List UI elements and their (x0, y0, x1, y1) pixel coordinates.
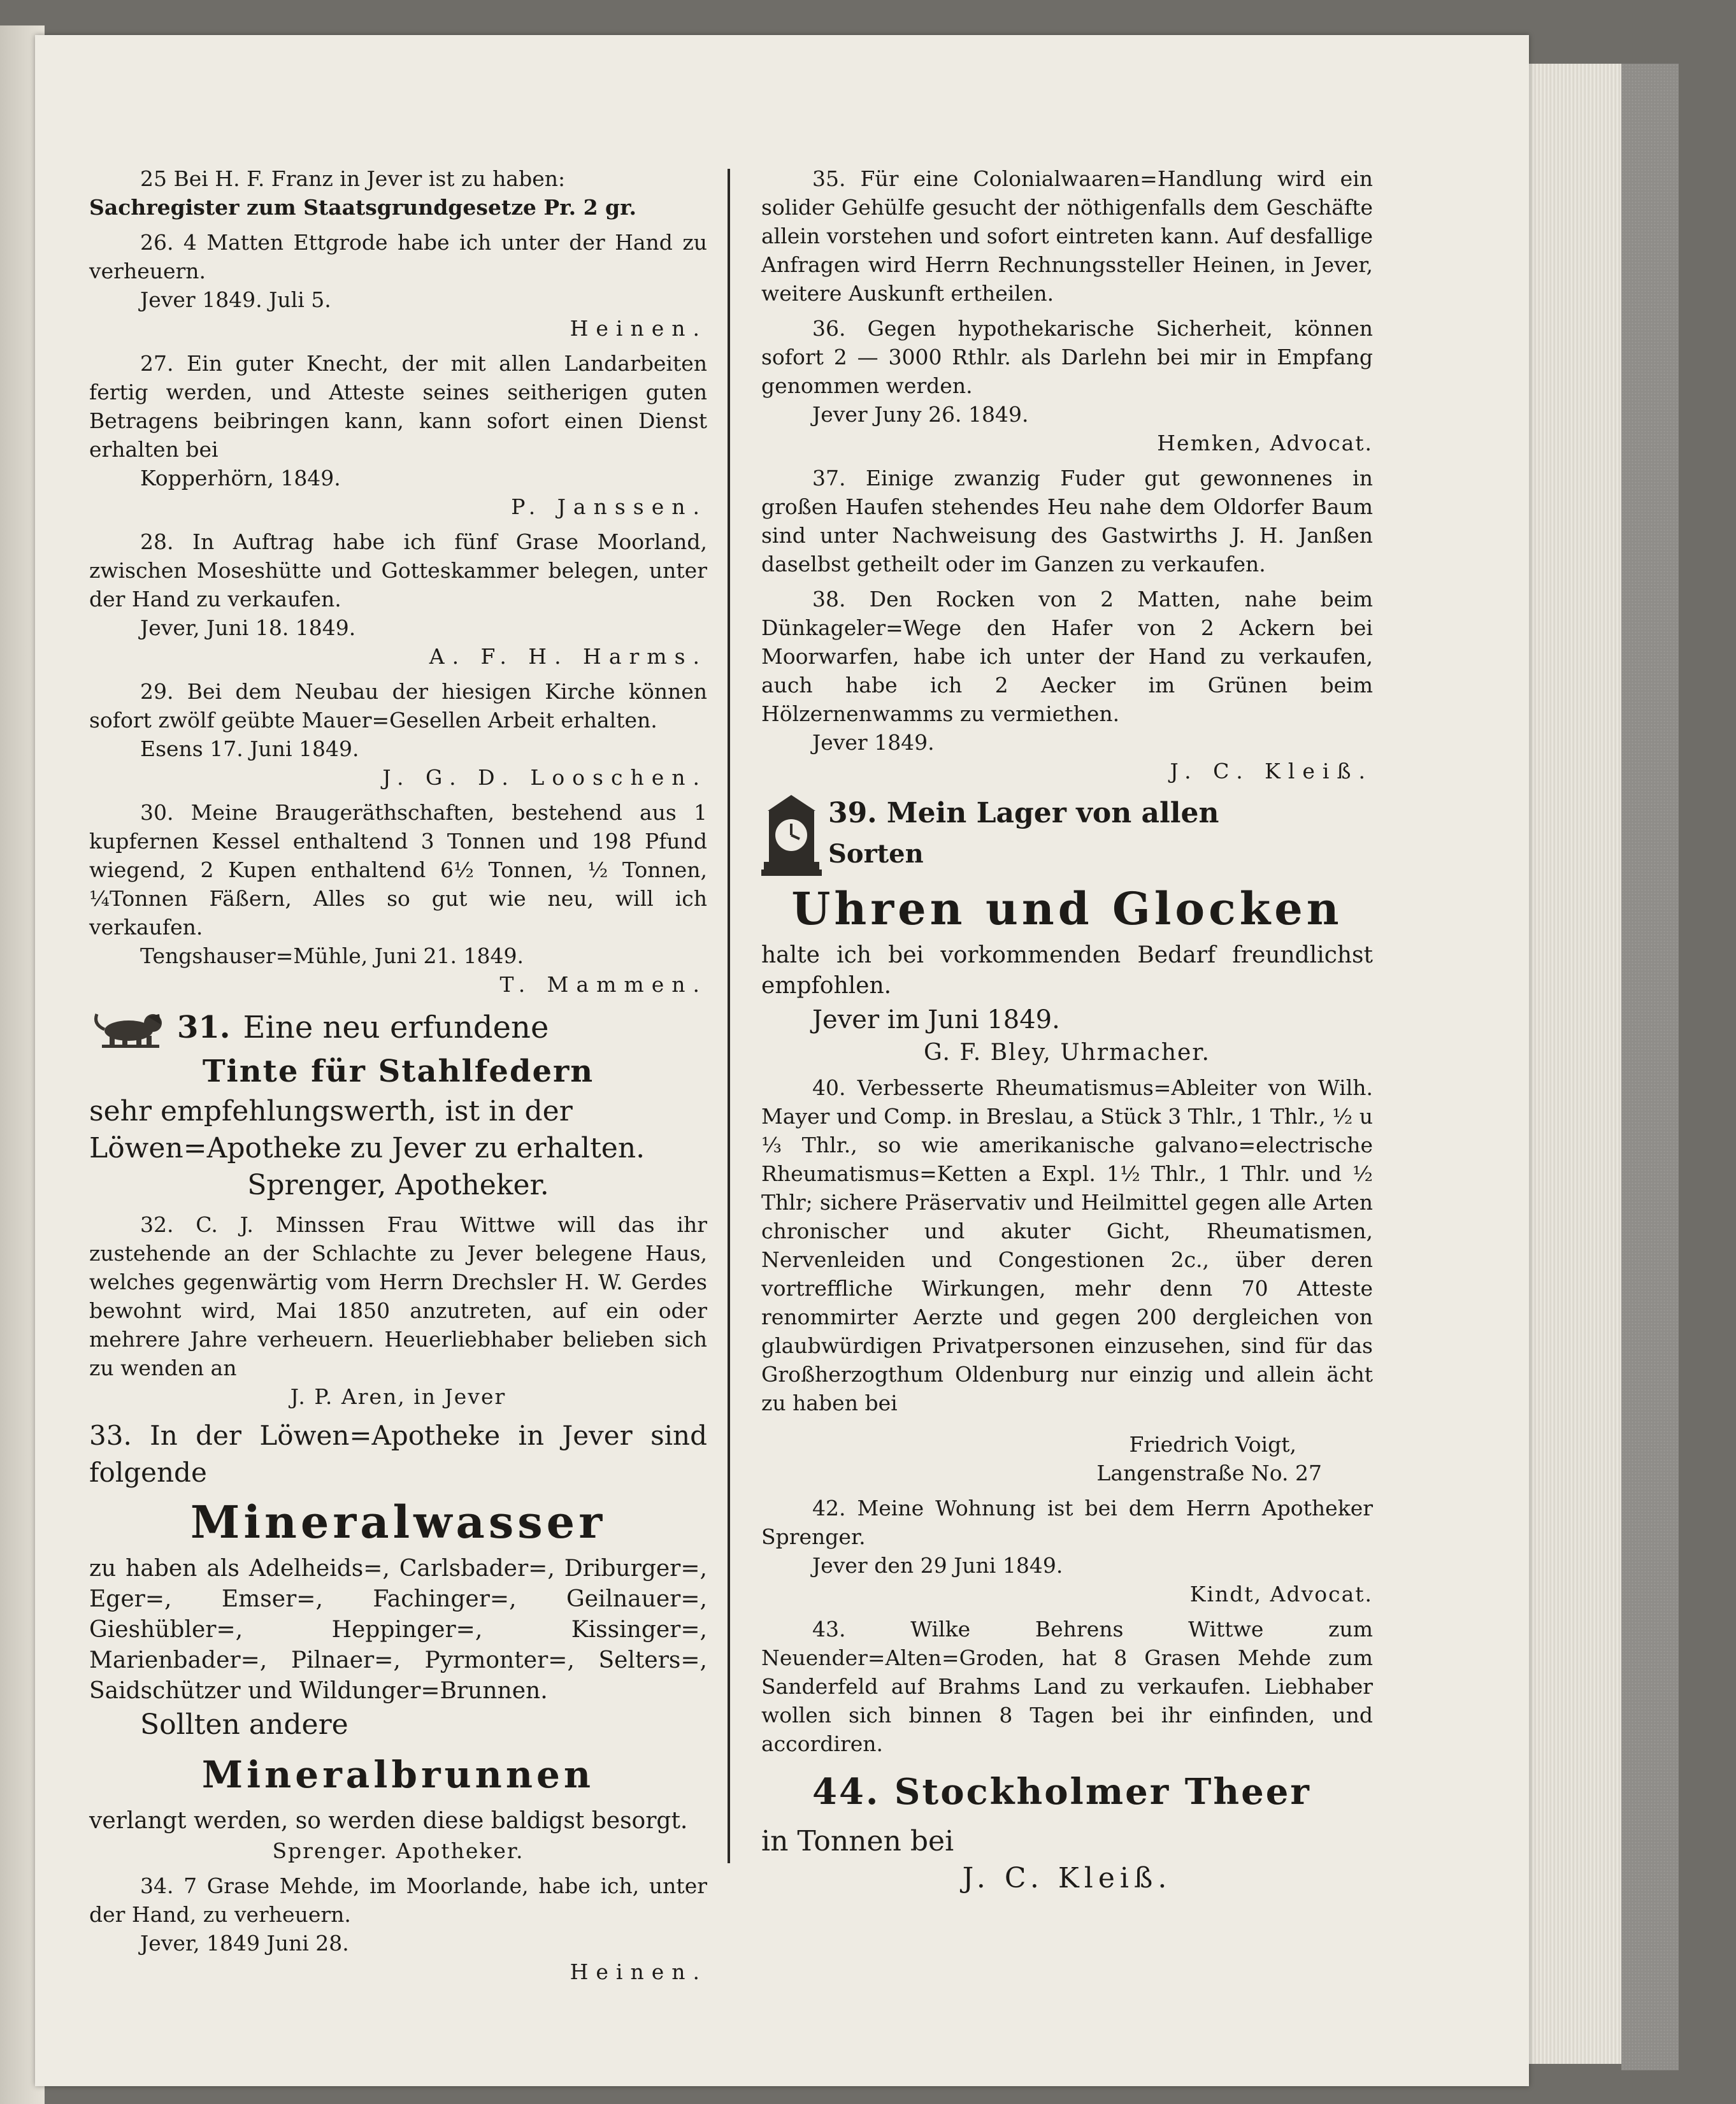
ad-39 (761, 792, 1373, 1067)
ad-31-line1: sehr empfehlungswerth, ist in der (89, 1095, 573, 1127)
ad-26-signature: Heinen. (570, 316, 707, 341)
ad-32-text: 32. C. J. Minssen Frau Wittwe will das ihr zustehende an der Schlachte zu Jever belegene Haus, welches gegenwärtig vom Herrn Drechsler H. W. Gerdes bewohnt wird, Mai 1850 anzutreten, auf ein oder mehrere Jahre verheuern. Heuerliebhaber belieben sich zu wenden an (89, 1212, 707, 1380)
ad-43-text: 43. Wilke Behrens Wittwe zum Neuender=Alten=Groden, hat 8 Grasen Mehde zum Sanderfeld auf Brahms Land zu verkaufen. Liebhaber wollen sich binnen 8 Tagen bei ihr einfinden, und accordiren. (761, 1617, 1373, 1756)
ad-29-text: 29. Bei dem Neubau der hiesigen Kirche können sofort zwölf geübte Mauer=Gesellen Arbeit erhalten. (89, 679, 707, 733)
ad-36-place: Jever Juny 26. 1849. (812, 402, 1029, 427)
ad-42-signature: Kindt, Advocat. (1189, 1582, 1373, 1607)
ad-39-place: Jever im Juni 1849. (812, 1005, 1060, 1034)
book-cover-edge (1621, 64, 1679, 2070)
ad-42 (761, 1494, 1373, 1608)
ad-40-text: 40. Verbesserte Rheumatismus=Ableiter von Wilh. Mayer und Comp. in Breslau, a Stück 3 Thlr., 1 Thlr., ½ u ⅓ Thlr., so wie amerikanische galvano=electrische Rheumatismus=Ketten a Expl. 1½ Thlr., 1 Thlr. und ½ Thlr; sichere Präservativ und Heilmittel gegen alle Arten chronischer und akuter Gicht, Rheumatismen, Nervenleiden und Congestionen 2c., über deren vortreffliche Wirkungen, mehr denn 70 Atteste renommirter Aerzte und gegen 200 dergleichen von glaubwürdigen Privatpersonen einzusehen, sind für das Großherzogthum Oldenburg nur einzig und allein ächt zu haben bei (761, 1075, 1373, 1415)
ad-28-place: Jever, Juni 18. 1849. (140, 615, 356, 640)
ad-27-place: Kopperhörn, 1849. (140, 466, 341, 490)
ad-29-signature: J. G. D. Looschen. (382, 765, 707, 790)
ad-25-line2: Sachregister zum Staatsgrundgesetze Pr. 2 gr. (89, 195, 636, 220)
ad-42-place: Jever den 29 Juni 1849. (812, 1553, 1063, 1578)
ad-39-uhren-und-glocken: Uhren und Glocken (791, 882, 1343, 935)
ad-36-signature: Hemken, Advocat. (1157, 431, 1373, 455)
ad-40-signature-line2: Langenstraße No. 27 (1096, 1461, 1322, 1485)
ad-44-signature: J. C. Kleiß. (962, 1862, 1172, 1894)
ad-39-heading (761, 792, 1373, 878)
ad-28-text: 28. In Auftrag habe ich fünf Grase Moorland, zwischen Moseshütte und Gotteskammer belegen, unter der Hand zu verkaufen. (89, 529, 707, 612)
ad-33-text2: verlangt werden, so werden diese baldigst besorgt. (89, 1808, 688, 1834)
ad-38-place: Jever 1849. (812, 730, 935, 755)
ad-44-heading: 44. Stockholmer Theer (812, 1771, 1311, 1813)
ad-26 (89, 228, 707, 343)
ad-34 (89, 1871, 707, 1986)
ad-25-line1: 25 Bei H. F. Franz in Jever ist zu haben: (140, 166, 566, 191)
ad-39-head-line2: Sorten (828, 839, 924, 869)
ad-44 (761, 1764, 1373, 1897)
ad-36-text: 36. Gegen hypothekarische Sicherheit, können sofort 2 — 3000 Rthlr. als Darlehn bei mir in Empfang genommen werden. (761, 316, 1373, 398)
ad-30-text: 30. Meine Braugeräthschaften, bestehend aus 1 kupfernen Kessel enthaltend 3 Tonnen und 198 Pfund wiegend, 2 Kupen enthaltend 6½ Tonnen, ½ Tonnen, ¼Tonnen Fäßern, Alles so gut wie neu, will ich verkaufen. (89, 800, 707, 940)
ad-39-signature: G. F. Bley, Uhrmacher. (923, 1040, 1211, 1066)
ad-32 (89, 1210, 707, 1411)
left-column (89, 164, 707, 1993)
ad-33-sollten: Sollten andere (140, 1708, 348, 1741)
ad-33-mineralwasser: Mineralwasser (190, 1496, 606, 1549)
ad-40-signature-line1: Friedrich Voigt, (1129, 1432, 1296, 1457)
ad-34-place: Jever, 1849 Juni 28. (140, 1931, 349, 1956)
ad-43 (761, 1615, 1373, 1758)
clock-icon (761, 792, 822, 878)
ad-31-signature: Sprenger, Apotheker. (247, 1169, 549, 1201)
ad-44-line: in Tonnen bei (761, 1825, 954, 1857)
ad-33 (89, 1417, 707, 1865)
ad-31-heading (89, 1005, 707, 1050)
lion-icon (89, 1005, 172, 1050)
ad-31-line2: Löwen=Apotheke zu Jever zu erhalten. (89, 1132, 645, 1164)
ad-31-number: 31. (177, 1010, 231, 1045)
ad-32-signature: J. P. Aren, in Jever (290, 1384, 506, 1409)
ad-28 (89, 527, 707, 671)
ad-31 (89, 1005, 707, 1204)
ad-35 (761, 164, 1373, 308)
ad-30 (89, 798, 707, 999)
ad-28-signature: A. F. H. Harms. (429, 644, 707, 669)
ad-25 (89, 164, 707, 222)
ad-30-place: Tengshauser=Mühle, Juni 21. 1849. (140, 943, 524, 968)
ad-37-text: 37. Einige zwanzig Fuder gut gewonnenes in großen Haufen stehendes Heu nahe dem Oldorfer Baum sind unter Nachweisung des Gastwirths J. H. Janßen daselbst getheilt oder im Ganzen zu verkaufen. (761, 466, 1373, 576)
ad-30-signature: T. Mammen. (499, 972, 707, 997)
column-divider (728, 169, 730, 1863)
ad-29-place: Esens 17. Juni 1849. (140, 736, 359, 761)
ad-27 (89, 349, 707, 521)
ad-26-text: 26. 4 Matten Ettgrode habe ich unter der Hand zu verheuern. (89, 230, 707, 283)
ad-38 (761, 585, 1373, 785)
ad-36 (761, 314, 1373, 457)
ad-33-signature: Sprenger. Apotheker. (272, 1838, 524, 1863)
ad-38-signature: J. C. Kleiß. (1170, 759, 1373, 784)
ad-27-text: 27. Ein guter Knecht, der mit allen Landarbeiten fertig werden, und Atteste seines seitherigen guten Betragens beibringen kann, kann sofort einen Dienst erhalten bei (89, 351, 707, 462)
ad-37 (761, 464, 1373, 578)
ad-33-mineralbrunnen: Mineralbrunnen (201, 1753, 595, 1796)
right-column (761, 164, 1373, 1903)
ad-29 (89, 677, 707, 792)
ad-38-text: 38. Den Rocken von 2 Matten, nahe beim Dünkageler=Wege den Hafer von 2 Ackern bei Moorwarfen, habe ich unter der Hand zu verkaufen, auch habe ich 2 Aecker im Grünen beim Hölzernenwamms zu vermiethen. (761, 587, 1373, 726)
ad-42-text: 42. Meine Wohnung ist bei dem Herrn Apotheker Sprenger. (761, 1496, 1373, 1549)
ad-35-text: 35. Für eine Colonialwaaren=Handlung wird ein solider Gehülfe gesucht der nöthigenfalls dem Geschäfte allein vorstehen und sofort eintreten kann. Auf desfallige Anfragen wird Herrn Rechnungssteller Heinen, in Jever, weitere Auskunft ertheilen. (761, 166, 1373, 306)
ad-39-text: halte ich bei vorkommenden Bedarf freundlichst empfohlen. (761, 942, 1373, 999)
ad-33-heading: 33. In der Löwen=Apotheke in Jever sind folgende (89, 1420, 707, 1488)
ad-26-place: Jever 1849. Juli 5. (140, 287, 331, 312)
ad-27-signature: P. Janssen. (511, 494, 707, 519)
ad-40 (761, 1073, 1373, 1487)
ad-34-signature: Heinen. (570, 1959, 707, 1984)
ad-33-text: zu haben als Adelheids=, Carlsbader=, Driburger=, Eger=, Emser=, Fachinger=, Geilnauer=, Gieshübler=, Heppinger=, Kissinger=, Marienbader=, Pilnaer=, Pyrmonter=, Selters=, Saidschützer und Wildunger=Brunnen. (89, 1556, 707, 1704)
ad-34-text: 34. 7 Grase Mehde, im Moorlande, habe ich, unter der Hand, zu verheuern. (89, 1873, 707, 1927)
ad-31-big: Tinte für Stahlfedern (202, 1054, 594, 1089)
page-edges (1526, 64, 1621, 2064)
ad-39-head-line1: 39. Mein Lager von allen (828, 797, 1219, 829)
ad-31-head-text: Eine neu erfundene (243, 1010, 549, 1045)
